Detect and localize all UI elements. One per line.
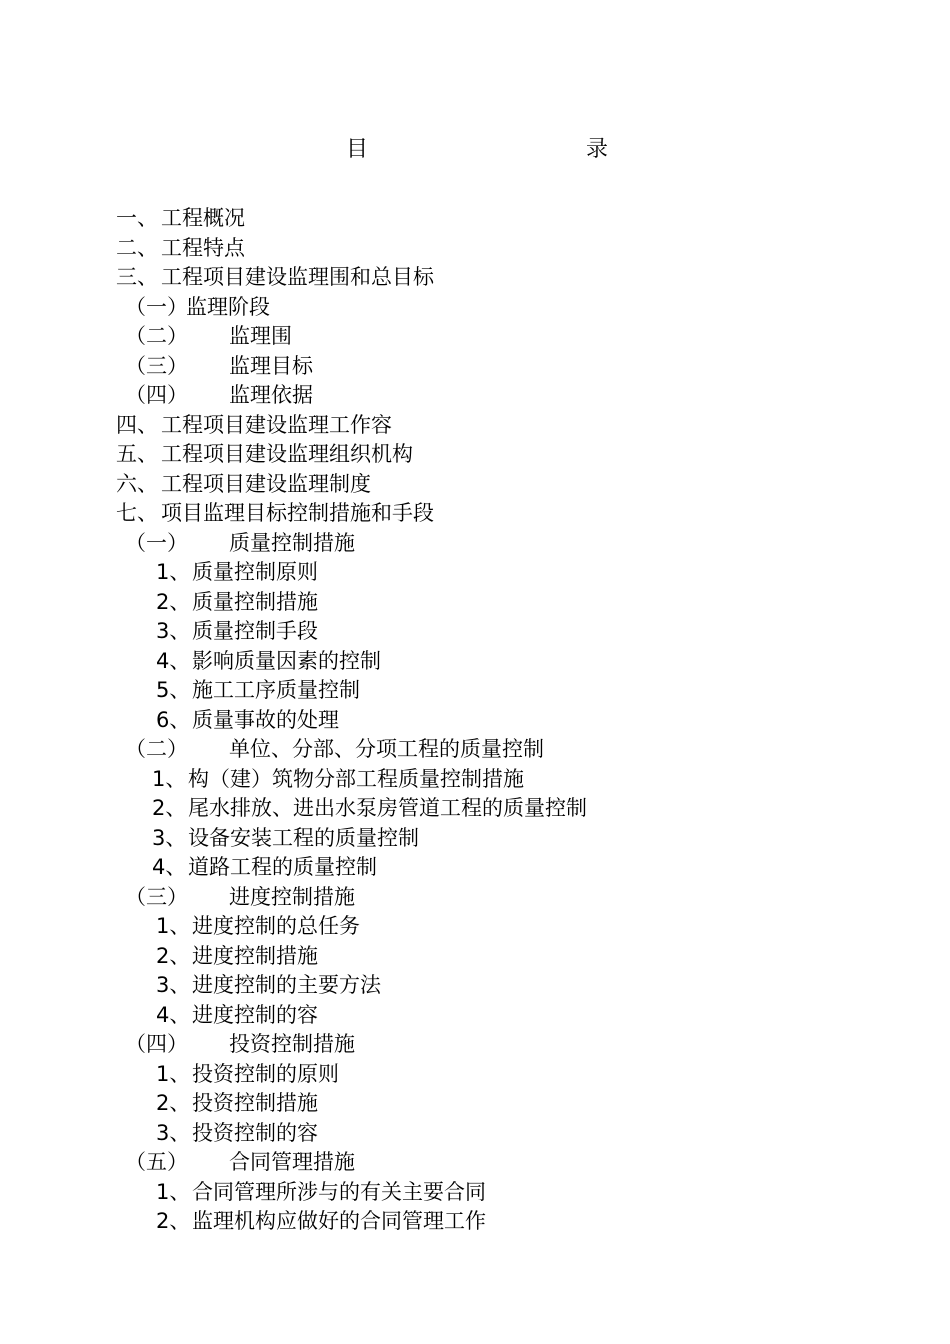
toc-entry-text: 工程项目建设监理工作容 [161, 412, 392, 437]
toc-entry-text: 道路工程的质量控制 [188, 855, 377, 879]
toc-entry-level-3 [0, 971, 950, 1001]
toc-entry-level-3 [0, 824, 950, 854]
toc-entry-number: （四） [125, 1032, 188, 1056]
toc-entry-number: 6、 [156, 707, 191, 732]
toc-entry-level-1 [0, 470, 950, 500]
toc-entry-number: （二） [125, 737, 188, 761]
toc-entry-level-3 [0, 706, 950, 736]
toc-entry-level-1 [0, 440, 950, 470]
toc-entry-number: 2、 [156, 1091, 191, 1115]
toc-title-char-mu: 目 [346, 137, 369, 162]
toc-entry-text: 质量控制措施 [229, 530, 355, 555]
toc-entry-text: 进度控制措施 [229, 884, 355, 909]
toc-entry-level-2 [0, 529, 950, 559]
toc-entry-number: 2、 [156, 943, 191, 968]
toc-entry-text: 监理阶段 [186, 294, 270, 319]
toc-entry-number: （四） [125, 383, 188, 407]
toc-entry-number: 一、 [116, 206, 158, 230]
toc-entry-text: 进度控制措施 [192, 943, 318, 968]
toc-entry-text: 投资控制措施 [192, 1091, 318, 1115]
toc-entry-level-2 [0, 735, 950, 765]
toc-entry-number: 3、 [156, 1120, 191, 1145]
toc-entry-level-3 [0, 1001, 950, 1031]
toc-entry-text: 构（建）筑物分部工程质量控制措施 [188, 766, 524, 791]
toc-entry-number: 二、 [116, 235, 158, 260]
toc-entry-text: 工程特点 [161, 235, 245, 260]
toc-entry-number: 4、 [152, 855, 187, 879]
toc-entry-number: 七、 [116, 501, 158, 525]
toc-entry-text: 监理依据 [229, 383, 313, 407]
toc-entry-text: 质量事故的处理 [192, 707, 339, 732]
toc-entry-text: 监理机构应做好的合同管理工作 [192, 1209, 486, 1233]
toc-entry-level-1 [0, 263, 950, 293]
toc-entry-level-3 [0, 588, 950, 618]
toc-entry-level-3 [0, 1207, 950, 1237]
toc-entry-text: 监理围 [229, 324, 292, 348]
toc-entry-level-3 [0, 647, 950, 677]
toc-entry-level-3 [0, 794, 950, 824]
toc-entry-text: 质量控制措施 [192, 589, 318, 614]
toc-entry-number: （二） [125, 324, 188, 348]
toc-entry-level-3 [0, 1060, 950, 1090]
toc-entry-level-3 [0, 1089, 950, 1119]
toc-entry-number: 四、 [116, 412, 158, 437]
toc-entry-text: 工程项目建设监理组织机构 [161, 442, 413, 466]
toc-entry-text: 合同管理措施 [229, 1150, 355, 1174]
table-of-contents [0, 204, 950, 1237]
toc-entry-text: 投资控制的容 [192, 1120, 318, 1145]
toc-entry-number: 1、 [156, 1179, 191, 1204]
toc-entry-text: 设备安装工程的质量控制 [188, 825, 419, 850]
toc-entry-text: 单位、分部、分项工程的质量控制 [229, 737, 544, 761]
toc-entry-number: 五、 [116, 442, 158, 466]
toc-entry-number: 2、 [156, 1209, 191, 1233]
toc-entry-level-2 [0, 1030, 950, 1060]
toc-entry-text: 进度控制的总任务 [192, 914, 360, 938]
toc-entry-level-3 [0, 558, 950, 588]
toc-entry-level-1 [0, 411, 950, 441]
toc-entry-text: 工程概况 [161, 206, 245, 230]
toc-entry-level-3 [0, 1178, 950, 1208]
toc-entry-text: 质量控制原则 [192, 560, 318, 584]
toc-entry-level-2 [0, 1148, 950, 1178]
toc-entry-text: 合同管理所涉与的有关主要合同 [192, 1179, 486, 1204]
toc-entry-text: 进度控制的主要方法 [192, 973, 381, 997]
toc-entry-text: 影响质量因素的控制 [192, 648, 381, 673]
toc-entry-number: 三、 [116, 265, 158, 289]
toc-entry-number: 4、 [156, 648, 191, 673]
toc-entry-text: 尾水排放、进出水泵房管道工程的质量控制 [188, 796, 587, 820]
toc-entry-number: （一） [125, 530, 188, 555]
toc-entry-number: （三） [125, 353, 188, 378]
toc-entry-text: 投资控制措施 [229, 1032, 355, 1056]
toc-entry-level-3 [0, 912, 950, 942]
toc-entry-text: 进度控制的容 [192, 1002, 318, 1027]
toc-entry-number: 4、 [156, 1002, 191, 1027]
toc-entry-text: 施工工序质量控制 [192, 678, 360, 702]
toc-entry-level-1 [0, 499, 950, 529]
toc-entry-number: 5、 [156, 678, 191, 702]
toc-entry-number: 3、 [152, 825, 187, 850]
toc-entry-text: 质量控制手段 [192, 619, 318, 643]
toc-entry-level-3 [0, 617, 950, 647]
toc-entry-text: 项目监理目标控制措施和手段 [161, 501, 434, 525]
toc-entry-text: 工程项目建设监理制度 [161, 471, 371, 496]
toc-entry-level-1 [0, 234, 950, 264]
toc-entry-number: 2、 [156, 589, 191, 614]
toc-entry-text: 监理目标 [229, 353, 313, 378]
toc-entry-level-3 [0, 765, 950, 795]
toc-entry-number: （三） [125, 884, 188, 909]
toc-entry-number: （一） [125, 294, 188, 319]
toc-entry-number: 六、 [116, 471, 158, 496]
toc-entry-level-1 [0, 204, 950, 234]
toc-entry-number: 1、 [152, 766, 187, 791]
toc-title-char-lu: 录 [586, 137, 609, 162]
toc-entry-level-2 [0, 381, 950, 411]
toc-entry-number: 1、 [156, 560, 191, 584]
toc-entry-level-3 [0, 676, 950, 706]
toc-entry-text: 工程项目建设监理围和总目标 [161, 265, 434, 289]
toc-entry-level-2 [0, 352, 950, 382]
toc-entry-number: （五） [125, 1150, 188, 1174]
toc-entry-level-2 [0, 293, 950, 323]
toc-entry-level-3 [0, 853, 950, 883]
toc-entry-level-2 [0, 883, 950, 913]
toc-entry-text: 投资控制的原则 [192, 1061, 339, 1086]
toc-entry-number: 1、 [156, 914, 191, 938]
toc-entry-level-3 [0, 942, 950, 972]
toc-entry-number: 3、 [156, 973, 191, 997]
toc-entry-level-2 [0, 322, 950, 352]
toc-entry-level-3 [0, 1119, 950, 1149]
toc-entry-number: 3、 [156, 619, 191, 643]
toc-entry-number: 2、 [152, 796, 187, 820]
toc-entry-number: 1、 [156, 1061, 191, 1086]
